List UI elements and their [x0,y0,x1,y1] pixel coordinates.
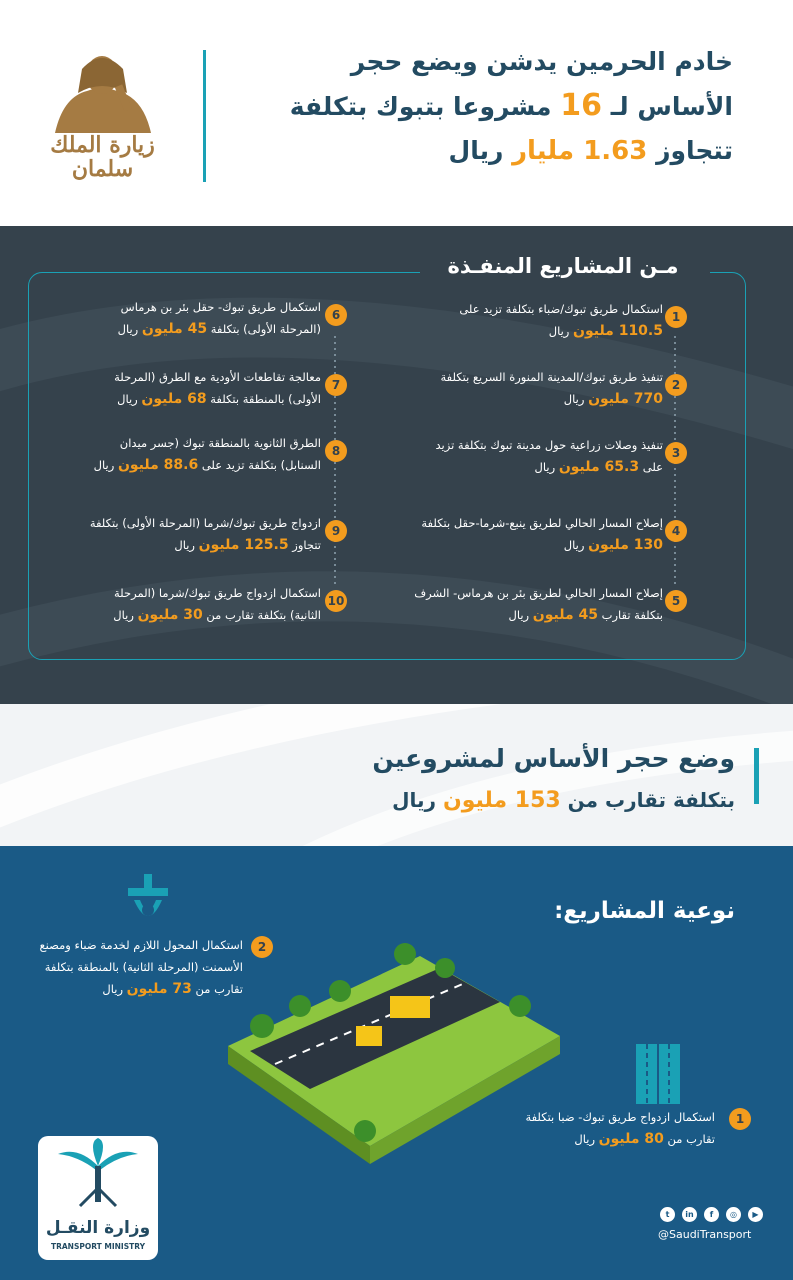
social-handle[interactable]: @SaudiTransport [658,1228,752,1241]
executed-item-2: تنفيذ طريق تبوك/المدينة المنورة السريع بتكلفة 770 مليون ريال [440,370,663,407]
item-amount: 73 مليون [126,981,192,997]
executed-item-9: ازدواج طريق تبوك/شرما (المرحلة الأولى) بتكلفة تتجاوز 125.5 مليون ريال [89,516,321,553]
foundation-accent-bar [754,748,759,804]
type-item-2: استكمال المحول اللازم لخدمة ضباء ومصنع الأسمنت (المرحلة الثانية) بالمنطقة بتكلفة تقارب من 73 مليون ريال [39,938,243,997]
header [0,0,793,226]
item-amount: 45 مليون [141,321,208,337]
title-line-3-pre: تتجاوز [656,136,733,165]
logo-line-2: سلمان [71,156,134,182]
road-pattern-light [0,704,793,846]
page-title [223,40,733,173]
item-number: 9 [325,520,347,542]
foundation-title: وضع حجر الأساس لمشروعين [372,744,735,773]
executed-item-10: استكمال ازدواج طريق تبوك/شرما (المرحلة الثانية) بتكلفة تقارب من 30 مليون ريال [113,586,321,623]
item-number: 3 [665,442,687,464]
item-amount: 65.3 مليون [558,459,640,475]
item-number: 2 [251,936,273,958]
social-links [660,1207,770,1223]
executed-title: مـن المشاريع المنفـذة [447,254,679,278]
project-types-title: نوعية المشاريع: [554,898,735,924]
item-number: 10 [325,590,347,612]
item-amount: 80 مليون [598,1131,664,1147]
item-amount: 45 مليون [532,607,598,623]
executed-item-1: استكمال طريق تبوك/ضباء بتكلفة تزيد على 110.5 مليون ريال [459,302,663,339]
instagram-icon[interactable]: ◎ [726,1207,741,1222]
title-line-3 [223,129,733,173]
title-line-2-post: مشروعا بتبوك بتكلفة [289,92,552,121]
item-amount: 770 مليون [588,391,663,407]
highway-icon [636,1044,680,1104]
king-portrait-icon [35,45,170,135]
executed-projects-section [0,226,793,704]
foundation-subtitle: بتكلفة تقارب من 153 مليون ريال [392,788,735,813]
facebook-icon[interactable]: f [704,1207,719,1222]
title-line-2 [223,84,733,129]
item-amount: 130 مليون [588,537,663,553]
item-number: 1 [729,1108,751,1130]
king-salman-visit-logo [35,45,170,185]
total-cost: 1.63 مليار [512,136,648,166]
header-divider [203,50,206,182]
executed-item-5: إصلاح المسار الحالي لطريق بئر بن هرماس- الشرف بتكلفة تقارب 45 مليون ريال [414,586,663,623]
executed-item-6: استكمال طريق تبوك- حقل بئر بن هرماس (المرحلة الأولى) بتكلفة 45 مليون ريال [117,300,321,337]
item-number: 7 [325,374,347,396]
ministry-name-en: TRANSPORT MINISTRY [50,1242,146,1251]
item-number: 4 [665,520,687,542]
title-line-3-post: ريال [448,136,504,165]
item-amount: 110.5 مليون [573,323,663,339]
item-number: 5 [665,590,687,612]
type-item-1: استكمال ازدواج طريق تبوك- ضبا بتكلفة تقارب من 80 مليون ريال [525,1110,715,1147]
item-number: 8 [325,440,347,462]
item-number: 1 [665,306,687,328]
interchange-icon [128,874,168,916]
project-count: 16 [560,88,602,123]
item-amount: 30 مليون [137,607,203,623]
item-number: 2 [665,374,687,396]
logo-line-1: زيارة الملك [50,132,155,158]
twitter-icon[interactable]: t [660,1207,675,1222]
item-number: 6 [325,304,347,326]
palm-emblem-icon [38,1136,158,1216]
linkedin-icon[interactable]: in [682,1207,697,1222]
foundation-section [0,704,793,846]
executed-item-3: تنفيذ وصلات زراعية حول مدينة تبوك بتكلفة تزيد على 65.3 مليون ريال [435,438,663,475]
item-amount: 68 مليون [141,391,207,407]
title-line-2-pre: الأساس لـ [610,92,733,121]
transport-ministry-logo [38,1136,158,1260]
foundation-amount: 153 مليون [442,788,561,813]
executed-item-4: إصلاح المسار الحالي لطريق ينبع-شرما-حقل بتكلفة 130 مليون ريال [421,516,663,553]
executed-item-7: معالجة تقاطعات الأودية مع الطرق (المرحلة الأولى) بالمنطقة بتكلفة 68 مليون ريال [114,370,321,407]
title-line-1: خادم الحرمين يدشن ويضع حجر [350,47,733,76]
item-amount: 88.6 مليون [117,457,199,473]
ministry-name-ar: وزارة النقـل [45,1218,151,1238]
executed-item-8: الطرق الثانوية بالمنطقة تبوك (جسر ميدان السنابل) بتكلفة تزيد على 88.6 مليون ريال [93,436,321,473]
item-amount: 125.5 مليون [198,537,289,553]
youtube-icon[interactable]: ▶ [748,1207,763,1222]
